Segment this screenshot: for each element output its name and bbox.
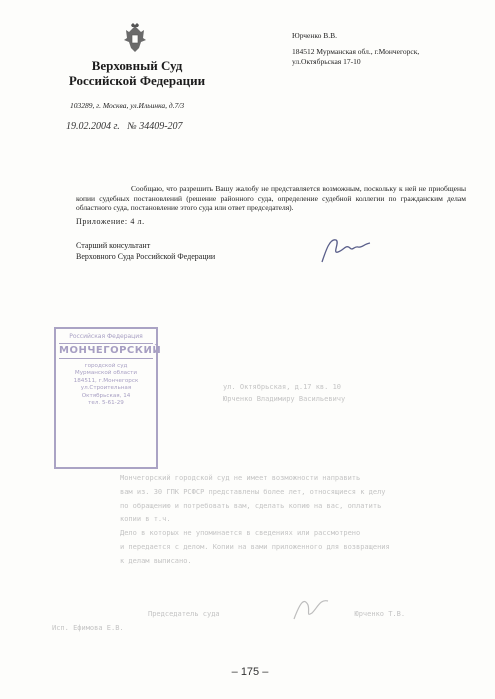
letter-number: № 34409-207 [127,121,183,132]
coat-of-arms-emblem [120,22,150,56]
attachment-note: Приложение: 4 л. [76,217,145,226]
faint-body-line: Мончегорский городской суд не имеет возможности направить [120,474,361,482]
handwritten-signature [318,232,374,266]
faint-body-line: вам из. 30 ГПК РСФСР представлены более лет, относящиеся к делу [120,487,386,496]
recipient-name: Юрченко В.В. [292,31,338,40]
faint-executor-line: Исп. Ефимова Е.В. [52,624,124,632]
court-address: 103289, г. Москва, ул.Ильинка, д.7/3 [70,101,185,110]
faint-address-line2: Юрченко Владимиру Васильевичу [223,395,346,403]
faint-body-line: копии в т.ч. [120,515,171,524]
stamp-line: ул.Строительная [80,385,132,392]
letter-date-number [66,121,183,132]
stamp-line: 184511, г.Мончегорск [73,377,139,384]
faint-address-line1: ул. Октябрьская, д.17 кв. 10 [223,383,342,391]
stamp-line-country: Российская Федерация [69,333,143,340]
faint-letter-body [120,472,450,569]
court-stamp [54,327,162,469]
signatory-title [76,240,215,262]
faint-recipient-address [223,381,345,405]
letter-date: 19.02.2004 г. [66,121,120,132]
court-name-line1: Верховный Суд [91,58,183,73]
stamp-line: тел. 5-61-29 [88,400,124,407]
signatory-title-line2: Верховного Суда Российской Федерации [76,252,216,261]
faint-chair-line: Председатель суда Юрченко Т.В. [148,610,406,618]
letter-body-paragraph: Сообщаю, что разрешить Вашу жалобу не представляется возможным, поскольку к ней не приобщены копии судебных постановлений (решение районного суда, определение судебной коллегии по гражданским делам областного суда, постановление этого суда или ответ председателя). [76,184,466,212]
recipient-address [292,47,419,67]
stamp-line-city: МОНЧЕГОРСКИЙ [59,343,153,359]
court-name [62,58,212,88]
signatory-title-line1: Старший консультант [76,241,151,250]
faint-body-line: Дело в которых не упоминается в сведениях или рассмотрено [120,529,361,538]
stamp-line: Мурманской области [74,370,138,377]
faint-body-line: по обращению и потребовать вам, сделать копию на вас, оплатить [120,501,382,510]
stamp-line: Октябрьская, 14 [81,392,131,399]
faint-signature [290,593,332,623]
page-number: – 175 – [231,666,269,678]
faint-body-line: к делам выписано. [120,556,192,565]
faint-body-line: и передается с делом. Копии на вами приложенного для возвращения [120,542,390,551]
recipient-address-line1: 184512 Мурманская обл., г.Мончегорск, [292,47,420,56]
recipient-address-line2: ул.Октябрьская 17-10 [292,57,361,66]
court-name-line2: Российской Федерации [68,73,206,88]
stamp-line: городской суд [84,363,128,369]
